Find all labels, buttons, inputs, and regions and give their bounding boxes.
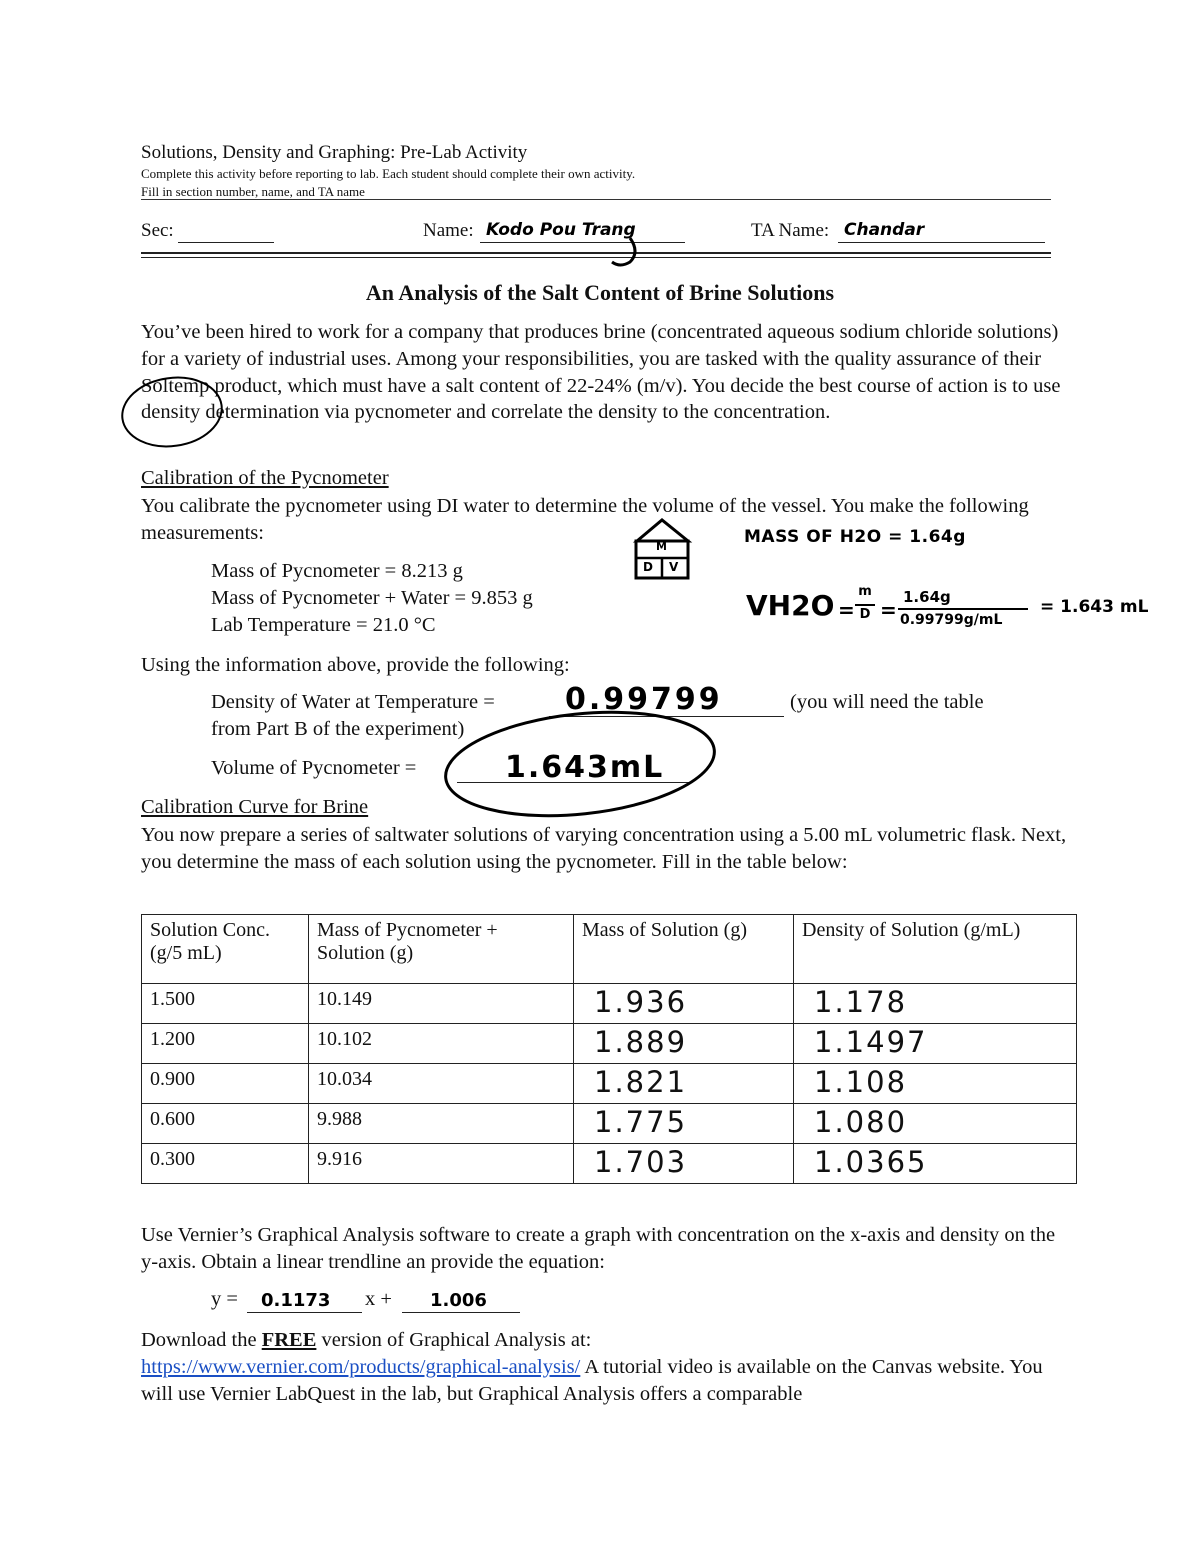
cell-density[interactable]: 1.108 <box>794 1064 1077 1104</box>
download-text-before: Download the <box>141 1329 262 1351</box>
equation-y-label: y = <box>211 1288 238 1310</box>
calibration-curve-heading: Calibration Curve for Brine <box>141 796 369 818</box>
free-label: FREE <box>261 1329 317 1351</box>
cell-conc: 0.300 <box>142 1144 309 1184</box>
cell-mass-total: 10.034 <box>309 1064 574 1104</box>
v-fraction-den: D <box>859 607 871 622</box>
ta-name-label: TA Name: <box>751 220 830 241</box>
name-label: Name: <box>423 220 474 241</box>
density-note: (you will need the table <box>790 691 984 713</box>
download-rest: A tutorial video is available on the Canvas website. You will use Vernier LabQuest in the lab, but Graphical Analysis offers a comparable <box>141 1355 1043 1405</box>
measurement-mass-pycnometer-water: Mass of Pycnometer + Water = 9.853 g <box>211 587 533 609</box>
percent-circle <box>118 371 226 452</box>
calibration-curve-paragraph: You now prepare a series of saltwater solutions of varying concentration using a 5.00 mL volumetric flask. Next, you determine the mass of each solution using the pycnometer. Fill in the table below: <box>141 824 1067 873</box>
cell-mass-total: 10.149 <box>309 984 574 1024</box>
document-title: An Analysis of the Salt Content of Brine Solutions <box>365 280 835 305</box>
triangle-d: D <box>643 560 653 574</box>
cell-mass-total: 9.988 <box>309 1104 574 1144</box>
intro-paragraph: You’ve been hired to work for a company that produces brine (concentrated aqueous sodium chloride solutions) for a variety of industrial uses. Among your responsibilities, you are tasked with the quality assurance of their Soltemp product, which must have a salt content of 22-24% (m/v). You decide the best course of action is to use density determination via pycnometer and correlate the density to the concentration. <box>141 321 1061 424</box>
density-note-continued: from Part B of the experiment) <box>211 718 465 740</box>
cell-conc: 0.900 <box>142 1064 309 1104</box>
cell-mass-solution[interactable]: 1.821 <box>574 1064 794 1104</box>
download-text-after: version of Graphical Analysis at: <box>316 1329 592 1351</box>
triangle-m: M <box>656 540 667 553</box>
triangle-v: V <box>669 560 679 574</box>
activity-title: Solutions, Density and Graphing: Pre-Lab Activity <box>141 142 528 163</box>
cell-conc: 1.200 <box>142 1024 309 1064</box>
cell-density[interactable]: 1.080 <box>794 1104 1077 1144</box>
v-equals-2: = <box>880 598 897 622</box>
cell-mass-solution[interactable]: 1.703 <box>574 1144 794 1184</box>
header-mass-solution: Mass of Solution (g) <box>574 915 794 984</box>
cell-conc: 1.500 <box>142 984 309 1024</box>
density-water-value: 0.99799 <box>565 682 723 717</box>
calibration-paragraph: You calibrate the pycnometer using DI water to determine the volume of the vessel. You make the following measurements: <box>141 495 1029 544</box>
graph-instructions: Use Vernier’s Graphical Analysis software to create a graph with concentration on the x-axis and density on the y-axis. Obtain a linear trendline an provide the equation: <box>141 1224 1056 1273</box>
cell-mass-total: 9.916 <box>309 1144 574 1184</box>
cell-mass-total: 10.102 <box>309 1024 574 1064</box>
v-result: = 1.643 mL <box>1040 597 1149 617</box>
header-mass-pycnometer-solution: Mass of Pycnometer + Solution (g) <box>309 915 574 984</box>
v-value-den: 0.99799g/mL <box>900 612 1003 628</box>
measurement-lab-temperature: Lab Temperature = 21.0 °C <box>211 614 436 636</box>
using-info-text: Using the information above, provide the following: <box>141 654 570 676</box>
intercept-value: 1.006 <box>430 1290 487 1311</box>
header-solution-conc: Solution Conc. (g/5 mL) <box>142 915 309 984</box>
cell-mass-solution[interactable]: 1.936 <box>574 984 794 1024</box>
measurement-mass-pycnometer: Mass of Pycnometer = 8.213 g <box>211 560 463 582</box>
density-water-label: Density of Water at Temperature = <box>211 691 495 713</box>
v-formula-left: VH2O <box>746 589 835 622</box>
name-flourish <box>612 238 635 265</box>
v-value-num: 1.64g <box>903 588 951 606</box>
volume-pycnometer-label: Volume of Pycnometer = <box>211 757 417 779</box>
volume-circle <box>441 700 720 828</box>
volume-pycnometer-value: 1.643mL <box>505 750 665 785</box>
cell-density[interactable]: 1.178 <box>794 984 1077 1024</box>
slope-value: 0.1173 <box>261 1290 331 1311</box>
cell-density[interactable]: 1.1497 <box>794 1024 1077 1064</box>
cell-mass-solution[interactable]: 1.775 <box>574 1104 794 1144</box>
cell-density[interactable]: 1.0365 <box>794 1144 1077 1184</box>
v-fraction-num: m <box>858 584 872 599</box>
v-equals-1: = <box>838 598 855 622</box>
equation-x-label: x + <box>365 1288 392 1310</box>
name-value: Kodo Pou Trang <box>486 220 636 240</box>
cell-mass-solution[interactable]: 1.889 <box>574 1024 794 1064</box>
fill-in-instructions: Fill in section number, name, and TA name <box>141 184 365 199</box>
graphical-analysis-link[interactable]: https://www.vernier.com/products/graphical-analysis/ <box>141 1355 581 1378</box>
activity-instructions: Complete this activity before reporting to lab. Each student should complete their own activity. <box>141 166 636 181</box>
cell-conc: 0.600 <box>142 1104 309 1144</box>
section-label: Sec: <box>141 220 174 241</box>
header-density-solution: Density of Solution (g/mL) <box>794 915 1077 984</box>
calibration-heading: Calibration of the Pycnometer <box>141 467 389 489</box>
mass-h2o-note: MASS OF H2O = 1.64g <box>744 527 966 547</box>
triangle-roof <box>637 520 688 541</box>
ta-name-value: Chandar <box>844 220 925 240</box>
